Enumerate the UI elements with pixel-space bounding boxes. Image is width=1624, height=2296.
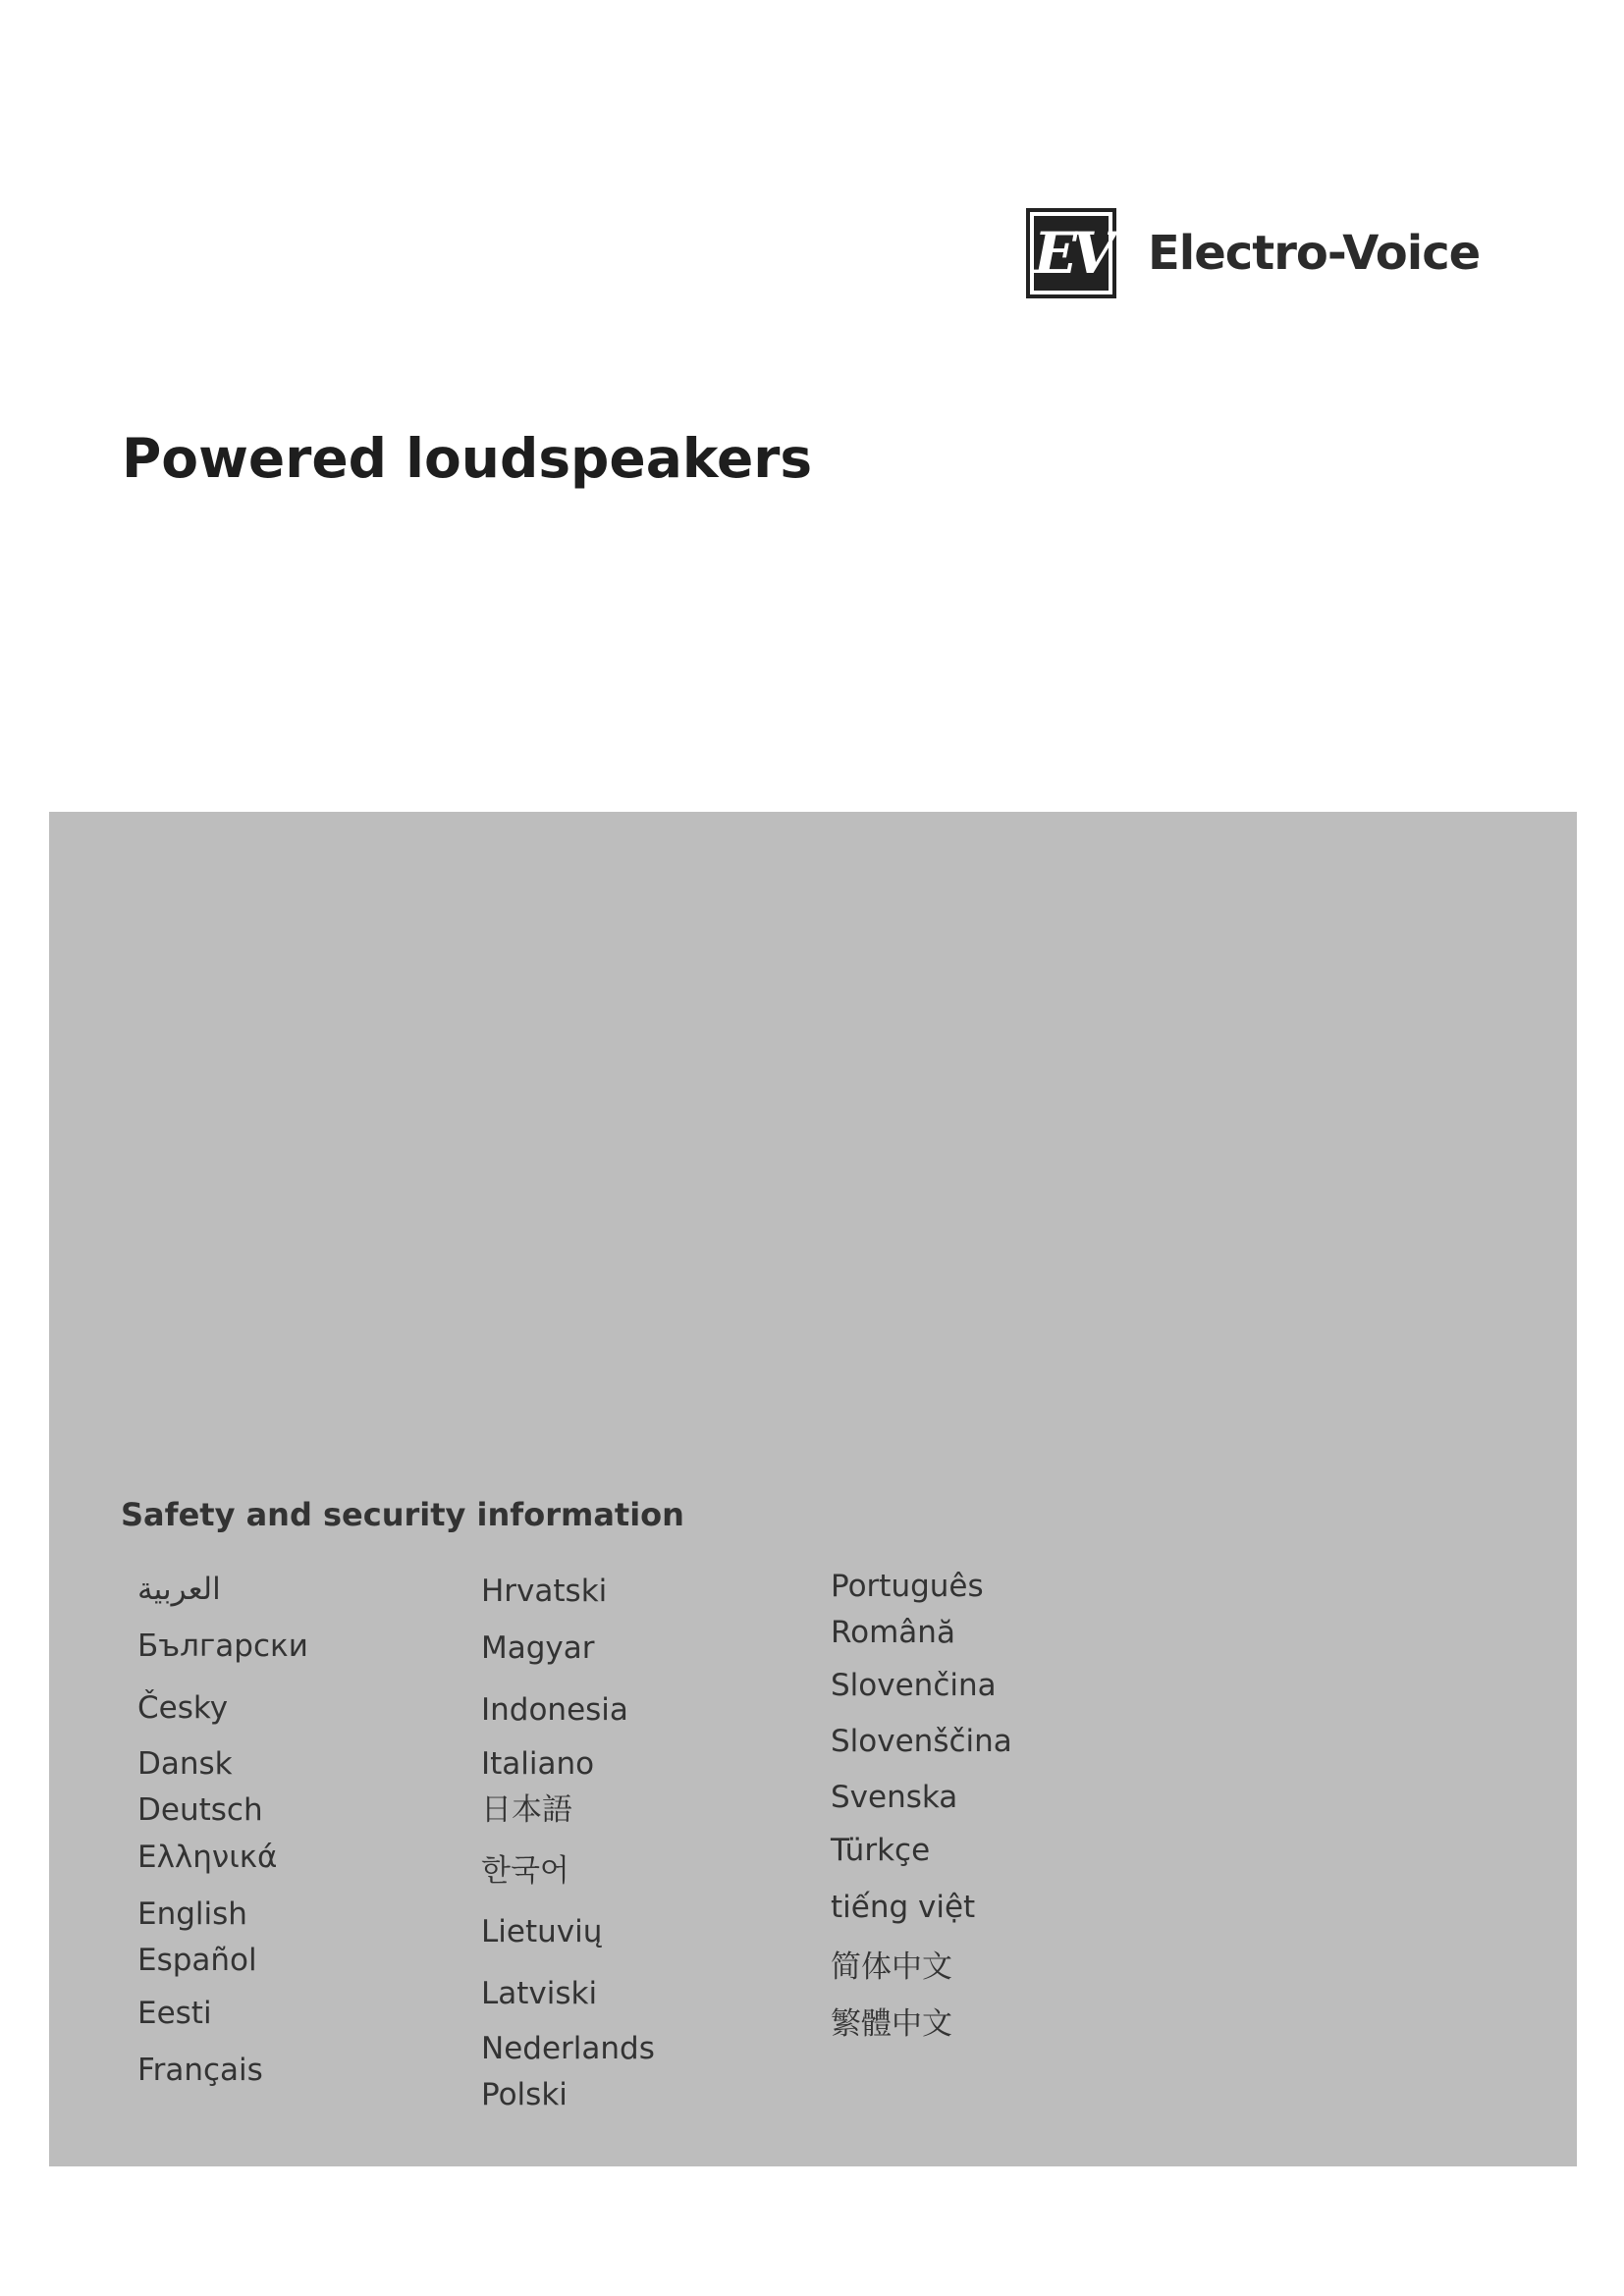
language-dutch[interactable]: Nederlands <box>481 2031 655 2066</box>
language-german[interactable]: Deutsch <box>137 1792 263 1828</box>
language-czech[interactable]: Česky <box>137 1690 229 1726</box>
language-slovenian[interactable]: Slovenščina <box>831 1724 1012 1759</box>
brand-name: Electro-Voice <box>1148 226 1481 281</box>
language-polish[interactable]: Polski <box>481 2077 568 2112</box>
ev-logo-mark-text: EV <box>1034 216 1109 291</box>
cover-panel <box>49 812 1577 2166</box>
language-greek[interactable]: Ελληνικά <box>137 1840 278 1875</box>
language-danish[interactable]: Dansk <box>137 1746 233 1782</box>
language-vietnamese[interactable]: tiếng việt <box>831 1890 976 1925</box>
document-title: Powered loudspeakers <box>122 427 813 490</box>
language-bulgarian[interactable]: Български <box>137 1629 308 1664</box>
language-romanian[interactable]: Română <box>831 1615 955 1650</box>
language-lithuanian[interactable]: Lietuvių <box>481 1914 603 1949</box>
language-hungarian[interactable]: Magyar <box>481 1630 595 1666</box>
language-latvian[interactable]: Latviski <box>481 1976 598 2011</box>
language-italian[interactable]: Italiano <box>481 1746 595 1782</box>
language-estonian[interactable]: Eesti <box>137 1996 212 2031</box>
language-arabic[interactable]: العربية <box>137 1572 221 1607</box>
ev-logo-mark <box>1026 208 1116 298</box>
language-japanese[interactable]: 日本語 <box>481 1792 572 1828</box>
language-simplified-chinese[interactable]: 简体中文 <box>831 1949 952 1985</box>
language-french[interactable]: Français <box>137 2053 263 2088</box>
language-english[interactable]: English <box>137 1896 247 1932</box>
language-portuguese[interactable]: Português <box>831 1569 984 1604</box>
language-swedish[interactable]: Svenska <box>831 1780 958 1815</box>
brand-logo <box>1026 204 1480 302</box>
language-croatian[interactable]: Hrvatski <box>481 1574 608 1609</box>
language-indonesian[interactable]: Indonesia <box>481 1692 628 1728</box>
language-korean[interactable]: 한국어 <box>481 1853 569 1889</box>
language-turkish[interactable]: Türkçe <box>831 1833 931 1868</box>
language-spanish[interactable]: Español <box>137 1943 257 1978</box>
language-slovak[interactable]: Slovenčina <box>831 1668 997 1703</box>
section-heading: Safety and security information <box>121 1496 684 1533</box>
language-traditional-chinese[interactable]: 繁體中文 <box>831 2006 952 2042</box>
